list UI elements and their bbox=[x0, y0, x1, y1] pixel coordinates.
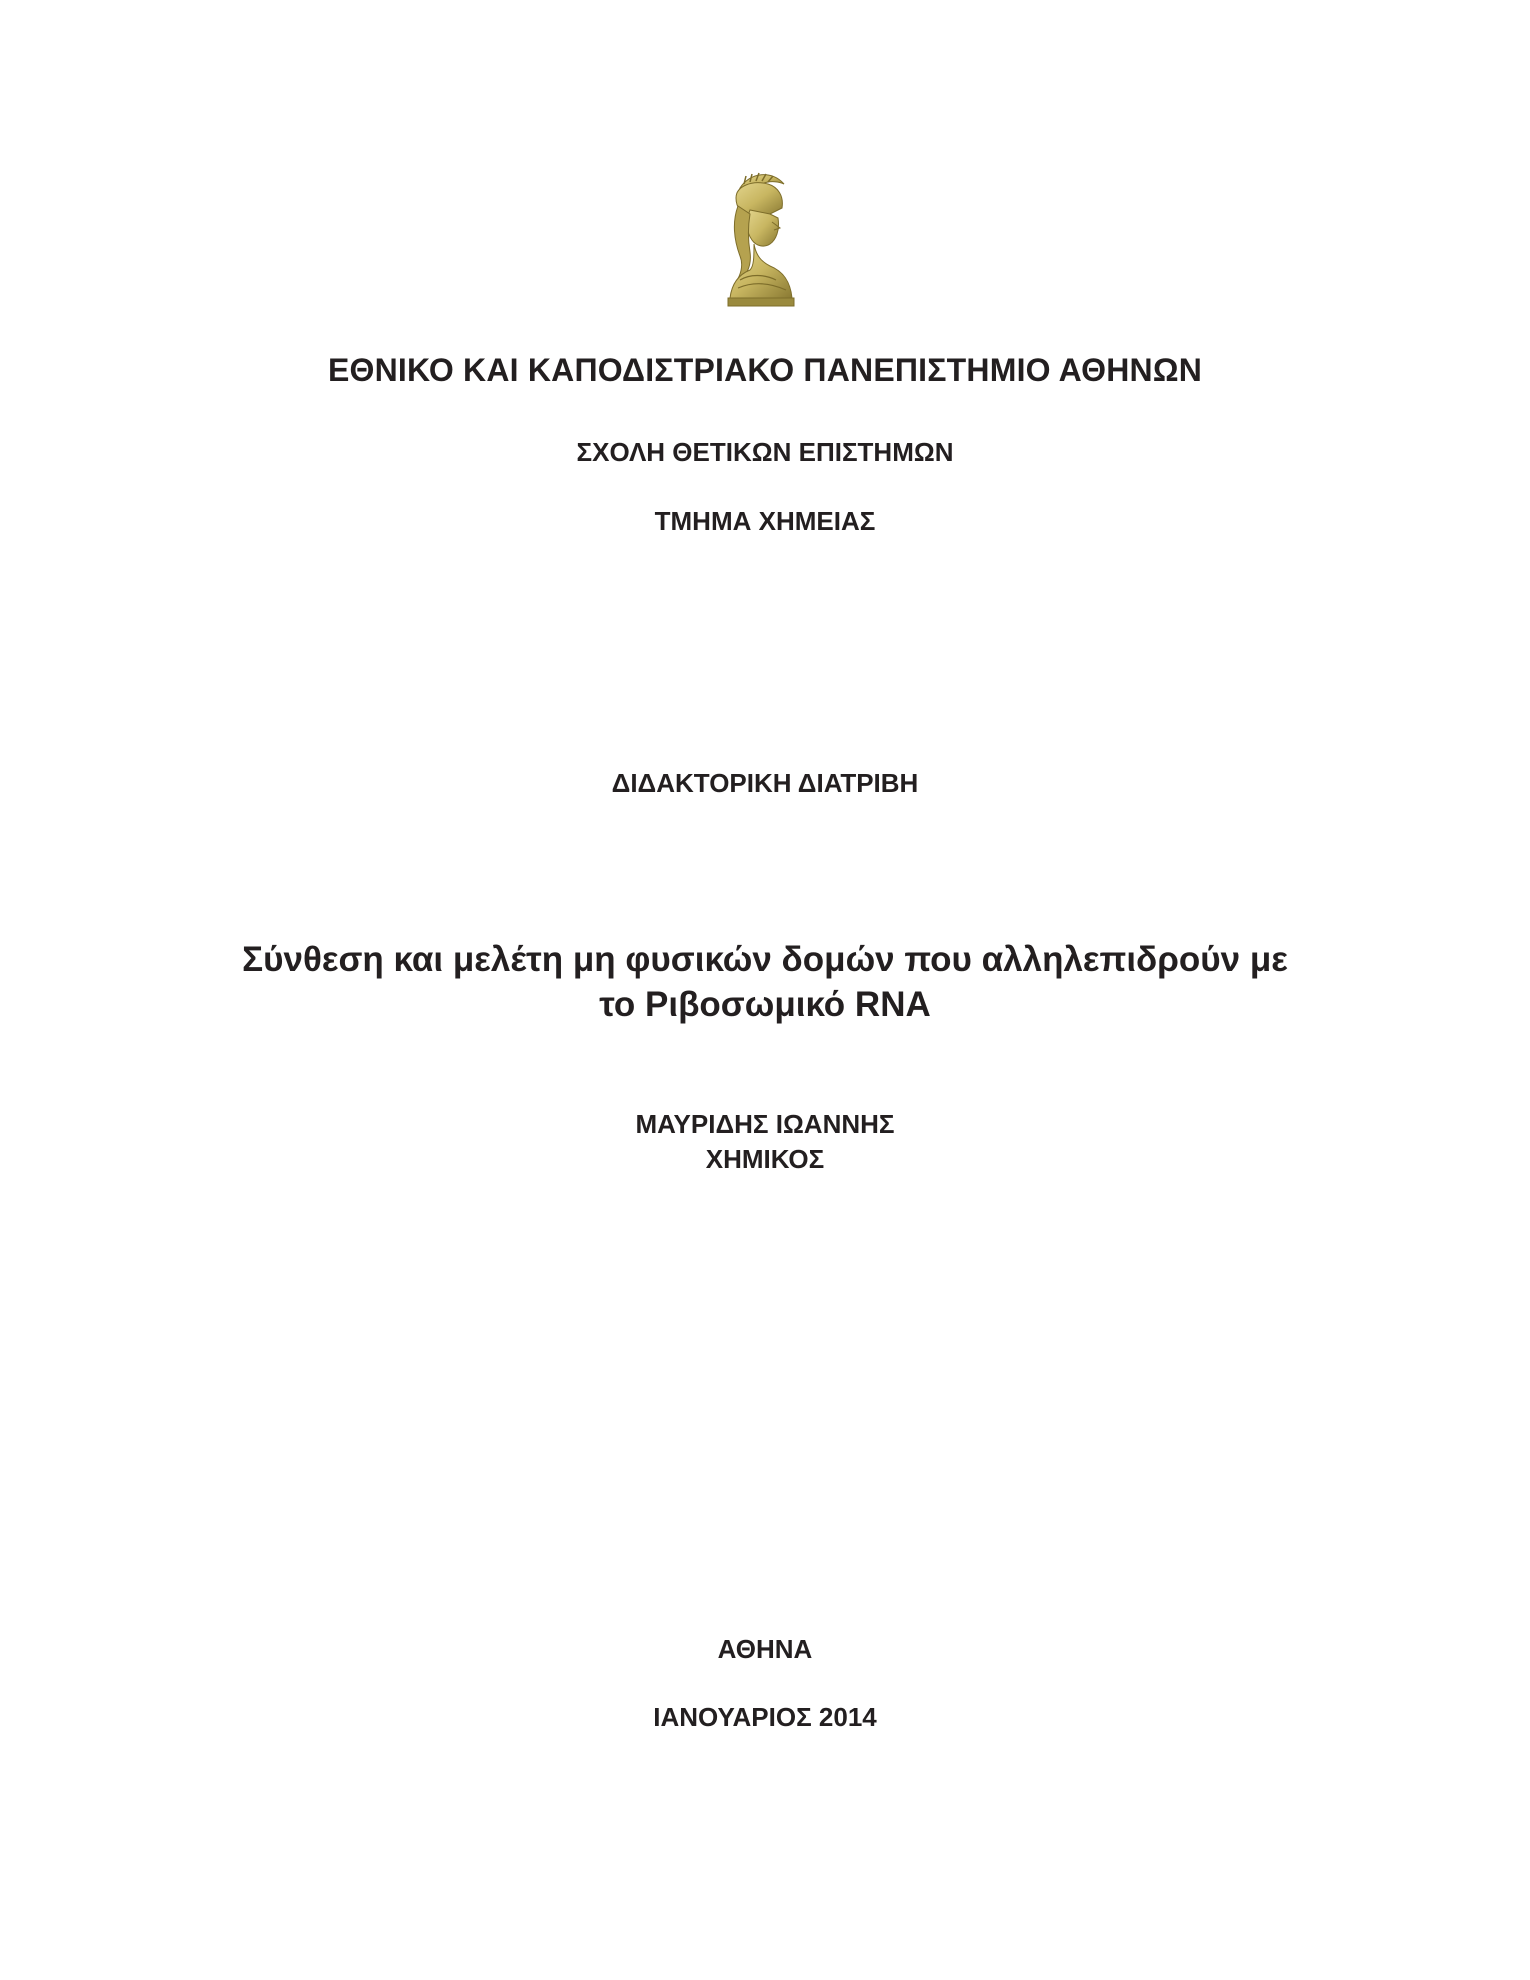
document-type: ΔΙΔΑΚΤΟΡΙΚΗ ΔΙΑΤΡΙΒΗ bbox=[611, 768, 919, 798]
author-name: ΜΑΥΡΙΔΗΣ ΙΩΑΝΝΗΣ bbox=[635, 1109, 895, 1139]
university-name: ΕΘΝΙΚΟ ΚΑΙ ΚΑΠΟΔΙΣΤΡΙΑΚΟ ΠΑΝΕΠΙΣΤΗΜΙΟ ΑΘΗΝΩΝ bbox=[327, 352, 1203, 388]
department-name: ΤΜΗΜΑ ΧΗΜΕΙΑΣ bbox=[654, 506, 876, 536]
publication-date: ΙΑΝΟΥΑΡΙΟΣ 2014 bbox=[653, 1702, 877, 1732]
thesis-title-line-2: το Ριβοσωμικό RNA bbox=[599, 985, 931, 1024]
athena-head-emblem-icon bbox=[710, 170, 810, 310]
thesis-title-line-1: Σύνθεση και μελέτη μη φυσικών δομών που αλληλεπιδρούν με bbox=[242, 940, 1288, 979]
author-role: ΧΗΜΙΚΟΣ bbox=[705, 1144, 825, 1174]
school-name: ΣΧΟΛΗ ΘΕΤΙΚΩΝ ΕΠΙΣΤΗΜΩΝ bbox=[576, 437, 954, 467]
city: ΑΘΗΝΑ bbox=[717, 1634, 813, 1664]
